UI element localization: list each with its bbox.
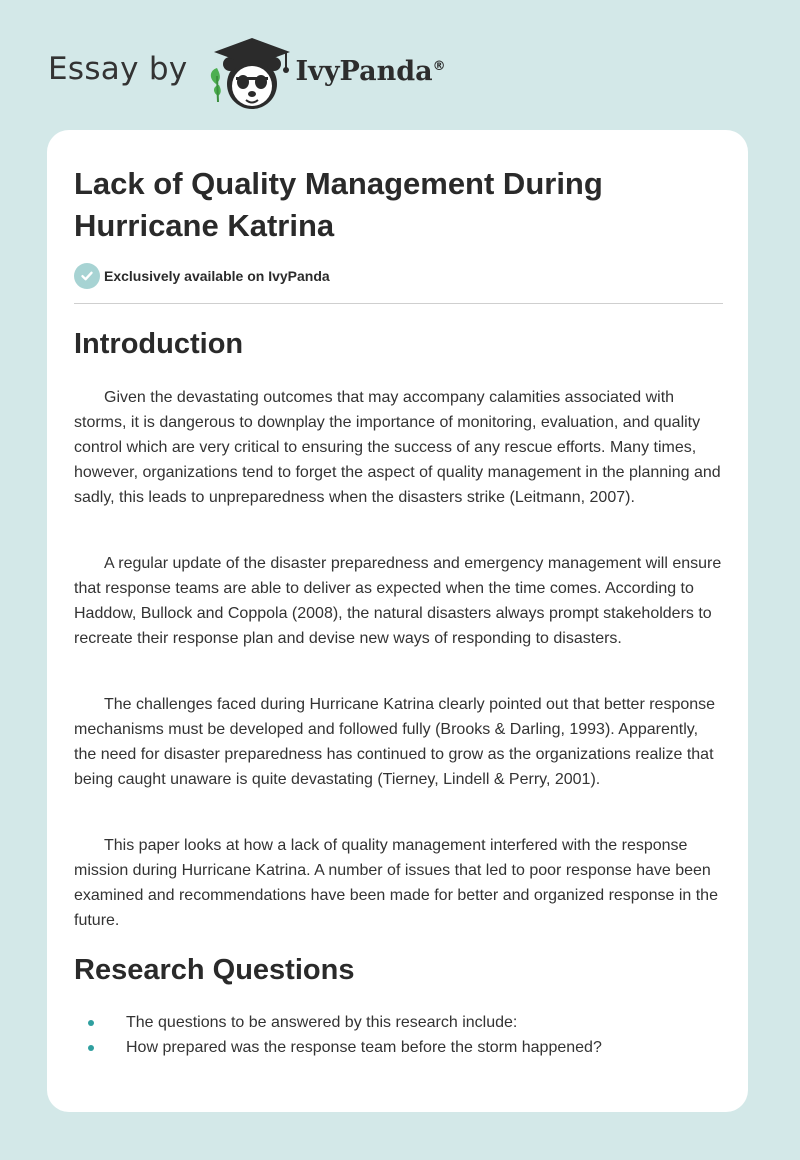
brand-name: IvyPanda® [295, 55, 446, 87]
list-item: How prepared was the response team before the storm happened? [74, 1035, 724, 1060]
paragraph: A regular update of the disaster preparedness and emergency management will ensure that response teams are able to deliver as expected when the time comes. According to Haddow, Bullock and Coppola (2008), the natural disasters always prompt stakeholders to recreate their response plan and devise new ways of responding to disasters. [74, 555, 722, 647]
bullet-icon [88, 1045, 94, 1051]
list-item: The questions to be answered by this research include: [74, 1010, 724, 1035]
check-icon [74, 263, 100, 289]
paragraph: The challenges faced during Hurricane Katrina clearly pointed out that better response mechanisms must be developed and followed fully (Brooks & Darling, 1993). Apparently, the need for disaster preparedness has continued to grow as the organizations realize that being caught unaware is quite devastating (Tierney, Lindell & Perry, 2001). [74, 696, 716, 788]
section-heading-research-questions: Research Questions [74, 954, 355, 986]
section-heading-introduction: Introduction [74, 328, 244, 360]
paragraph: This paper looks at how a lack of quality management interfered with the response mission during Hurricane Katrina. A number of issues that led to poor response have been examined and recommendations have been made for better and organized response in the future. [74, 837, 718, 929]
paragraph: Given the devastating outcomes that may accompany calamities associated with storms, it is dangerous to downplay the importance of monitoring, evaluation, and quality control which are very critical to ensuring the success of any rescue efforts. Many times, however, organizations tend to forget the aspect of quality management in the planning and sadly, this leads to unpreparedness when the disasters strike (Leitmann, 2007). [74, 389, 721, 506]
essay-card [47, 130, 748, 1112]
essay-title: Lack of Quality Management During Hurricane Katrina [74, 166, 603, 243]
exclusive-label: Exclusively available on IvyPanda [104, 268, 330, 284]
panda-graduation-cap-icon [202, 32, 294, 112]
divider [74, 303, 723, 304]
exclusive-badge [74, 263, 330, 289]
brand-header[interactable] [48, 32, 446, 112]
essay-by-label: Essay by [48, 51, 188, 87]
bullet-icon [88, 1020, 94, 1026]
research-questions-list [74, 1010, 724, 1060]
